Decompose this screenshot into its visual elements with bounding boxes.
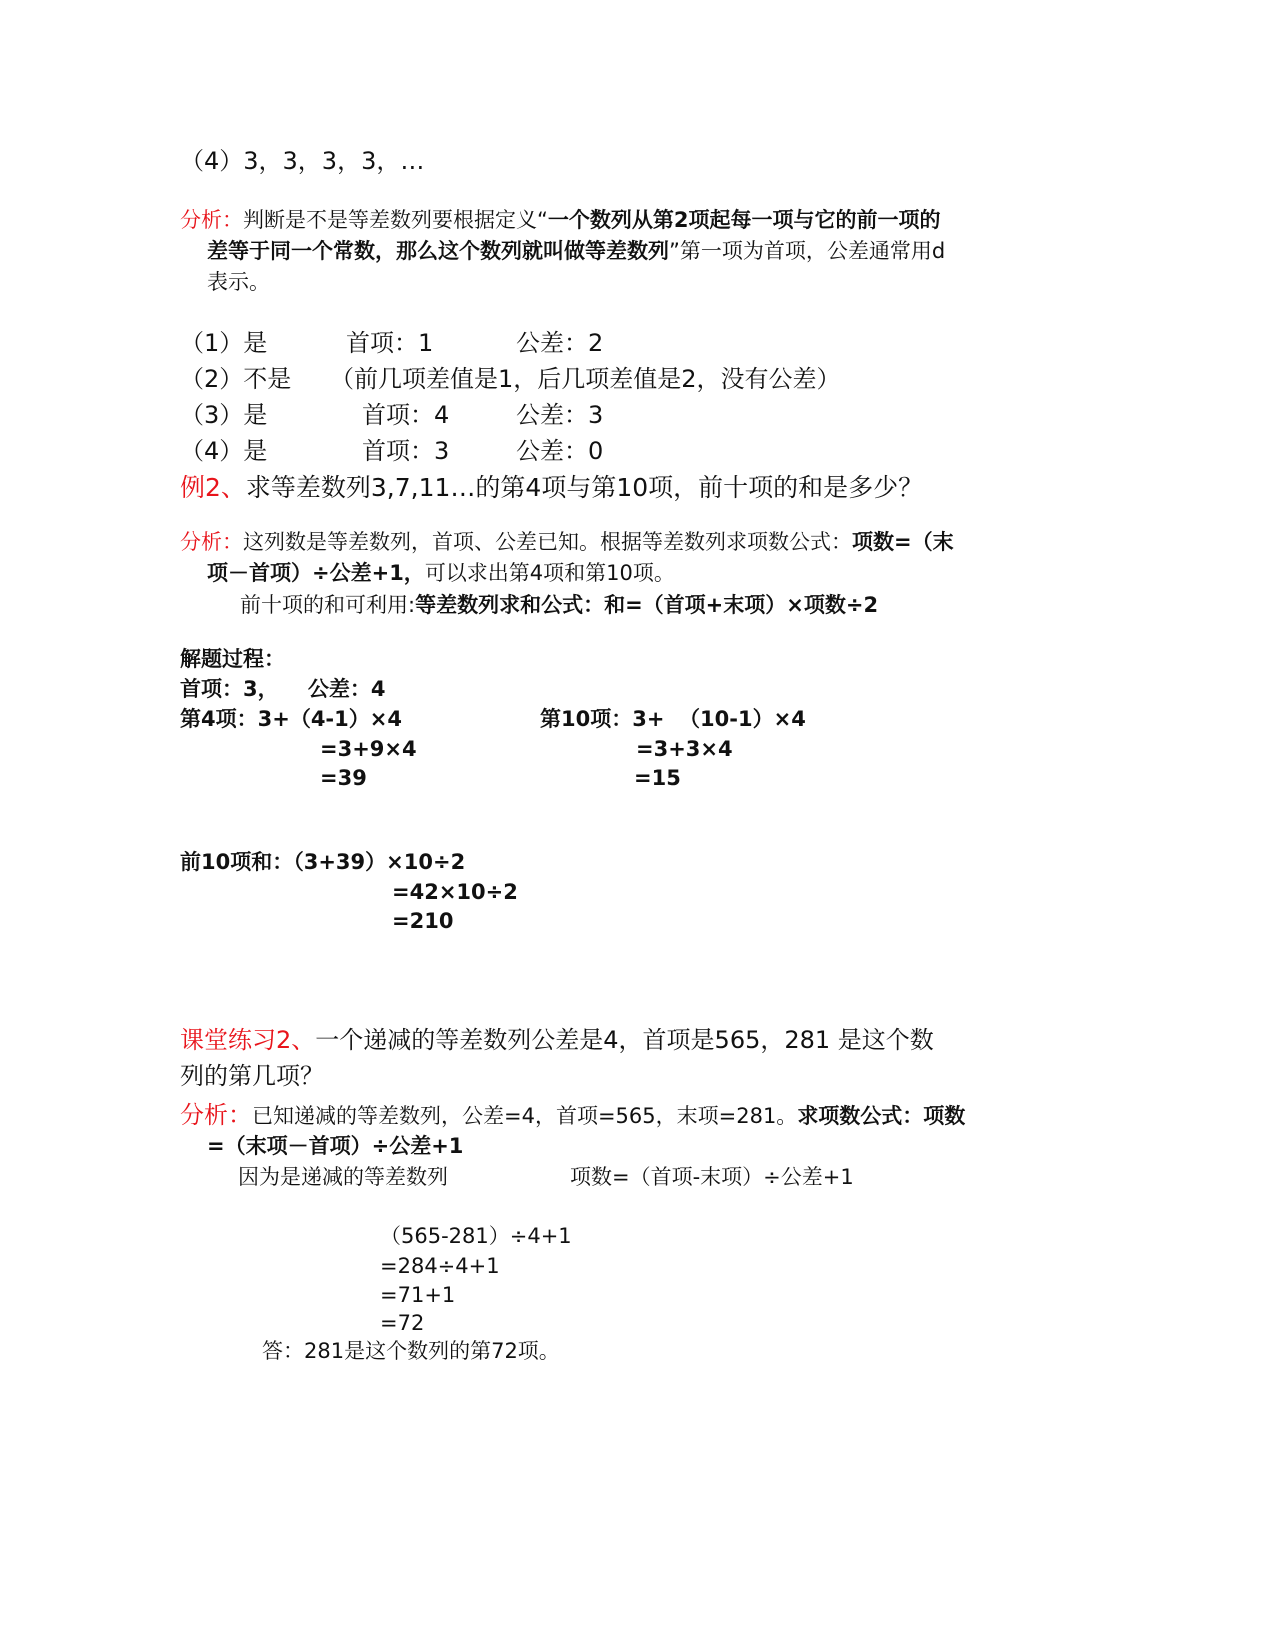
answer-label: （1）是 <box>180 329 268 357</box>
answer-common-difference: 公差：3 <box>516 401 604 429</box>
final-answer: 答：281是这个数列的第72项。 <box>262 1339 560 1363</box>
analysis-2-line-2 <box>207 561 675 585</box>
answer-2 <box>180 365 841 394</box>
analysis-3-reason: 因为是递减的等差数列 <box>238 1165 448 1189</box>
answer-3 <box>180 401 604 430</box>
term-10-line-1: 第10项：3+ （10-1）×4 <box>540 707 806 731</box>
calc-line-2: =284÷4+1 <box>380 1254 500 1278</box>
analysis-1-line-2 <box>207 239 945 263</box>
solution-given: 首项：3， 公差：4 <box>180 677 386 701</box>
answer-first-term: 首项：1 <box>346 329 434 357</box>
definition-text: 一个数列从第2项起每一项与它的前一项的 <box>547 208 941 232</box>
formula-text: 项数=（末 <box>852 530 954 554</box>
term-4-line-1: 第4项：3+（4-1）×4 <box>180 707 402 731</box>
sum-line-1: 前10项和：（3+39）×10÷2 <box>180 850 466 874</box>
analysis-label: 分析： <box>180 1101 252 1129</box>
analysis-text: 已知递减的等差数列，公差=4，首项=565，末项=281。 <box>252 1104 798 1128</box>
formula-text: 求项数公式：项数 <box>797 1104 966 1128</box>
item-4-sequence: （4）3，3，3，3，… <box>180 147 425 175</box>
answer-common-difference: 公差：0 <box>516 437 604 465</box>
calc-line-4: =72 <box>380 1311 425 1335</box>
answer-first-term: 首项：3 <box>362 437 450 465</box>
definition-text: 差等于同一个常数，那么这个数列就叫做等差数列 <box>207 239 669 263</box>
analysis-label: 分析： <box>180 208 243 232</box>
analysis-label: 分析： <box>180 530 243 554</box>
practice-2-line-1 <box>180 1027 934 1055</box>
analysis-1-line-3: 表示。 <box>207 270 270 294</box>
answer-label: （4）是 <box>180 437 268 465</box>
answer-4 <box>180 437 604 466</box>
sum-line-3: =210 <box>392 909 454 933</box>
calc-line-1: （565-281）÷4+1 <box>380 1224 572 1248</box>
answer-note: （前几项差值是1，后几项差值是2，没有公差） <box>330 365 841 393</box>
answer-1 <box>180 329 604 358</box>
formula-text: 项－首项）÷公差+1， <box>207 561 425 585</box>
example-question: 求等差数列3,7,11…的第4项与第10项，前十项的和是多少？ <box>245 473 924 502</box>
analysis-2-line-1 <box>180 530 954 554</box>
answer-common-difference: 公差：2 <box>516 329 604 357</box>
practice-2-line-2: 列的第几项？ <box>180 1062 324 1090</box>
answer-label: （3）是 <box>180 401 268 429</box>
solution-title: 解题过程： <box>180 647 285 671</box>
example-label: 例2、 <box>180 473 246 502</box>
analysis-text: 这列数是等差数列，首项、公差已知。根据等差数列求项数公式： <box>243 530 852 554</box>
sum-formula-text: 等差数列求和公式：和=（首项+末项）×项数÷2 <box>415 593 879 617</box>
analysis-text: 前十项的和可利用: <box>240 593 416 617</box>
answer-first-term: 首项：4 <box>362 401 450 429</box>
analysis-3-formula: 项数=（首项-末项）÷公差+1 <box>570 1165 854 1189</box>
term-10-line-2: =3+3×4 <box>636 737 733 761</box>
answer-label: （2）不是 <box>180 365 292 393</box>
term-4-line-3: =39 <box>320 766 367 790</box>
calc-line-3: =71+1 <box>380 1283 456 1307</box>
practice-label: 课堂练习2、 <box>180 1026 316 1054</box>
term-4-line-2: =3+9×4 <box>320 737 417 761</box>
analysis-text: 可以求出第4项和第10项。 <box>424 561 675 585</box>
analysis-3-line-2: =（末项－首项）÷公差+1 <box>207 1134 464 1158</box>
sum-line-2: =42×10÷2 <box>392 880 518 904</box>
example-2-question <box>180 474 923 503</box>
analysis-text: ”第一项为首项，公差通常用d <box>669 239 946 263</box>
term-10-line-3: =15 <box>634 766 681 790</box>
practice-question: 一个递减的等差数列公差是4，首项是565，281 是这个数 <box>315 1026 934 1054</box>
analysis-1-line-1 <box>180 208 941 232</box>
analysis-text: 判断是不是等差数列要根据定义“ <box>243 208 548 232</box>
analysis-3-line-1 <box>180 1102 965 1130</box>
analysis-2-line-3 <box>240 593 878 617</box>
